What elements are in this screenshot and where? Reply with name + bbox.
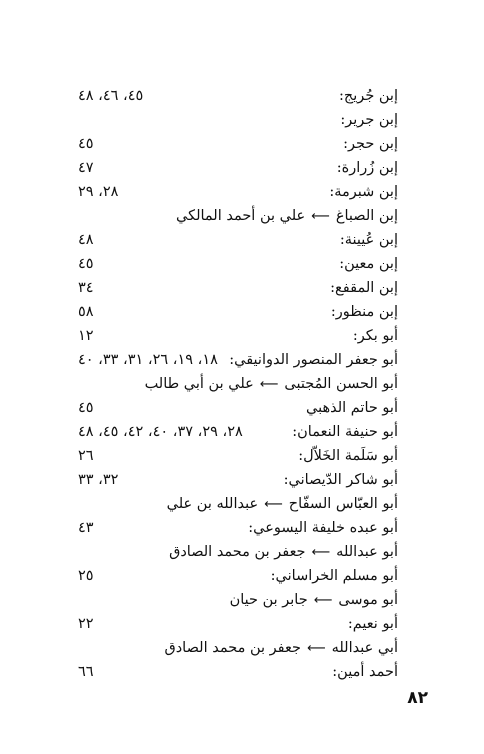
index-entry	[78, 132, 398, 156]
entry-pages: ٢٢	[78, 616, 94, 632]
entry-name: أبو مسلم الخراساني:	[270, 568, 398, 584]
arrow-left-icon: ⟵	[311, 545, 331, 560]
index-cross-reference	[166, 492, 398, 516]
entry-name: إبن حجر:	[343, 136, 398, 152]
index-entry	[78, 444, 398, 468]
index-cross-reference	[164, 636, 398, 660]
entry-pages: ٥٨	[78, 304, 94, 320]
entry-name: إبن المقفع:	[330, 280, 398, 296]
entry-name: إبن الصباغ	[335, 208, 398, 224]
entry-name: أبو عبدالله	[336, 544, 398, 560]
arrow-left-icon: ⟵	[306, 641, 326, 656]
cross-reference	[167, 492, 398, 517]
index-entry	[78, 324, 398, 348]
index-entry	[78, 228, 398, 252]
entry-name: إبن عُيينة:	[339, 232, 398, 248]
arrow-left-icon: ⟵	[259, 377, 279, 392]
index-entry	[78, 564, 398, 588]
entry-name: أبو عبده خليفة اليسوعي:	[248, 520, 398, 536]
entry-name: أبو نعيم:	[347, 616, 398, 632]
entry-pages: ٤٣	[78, 520, 94, 536]
cross-reference	[145, 372, 398, 397]
entry-pages: ٤٥، ٤٦، ٤٨	[78, 88, 144, 104]
entry-pages: ٤٧	[78, 160, 94, 176]
entry-name: أبو موسى	[338, 592, 398, 608]
entry-name: إبن جرير:	[340, 112, 398, 128]
index-entry	[78, 108, 398, 132]
cross-reference	[230, 588, 398, 613]
entry-name: أحمد أمين:	[332, 664, 398, 680]
index-entry	[78, 348, 398, 372]
entry-name: إبن جُريج:	[339, 88, 398, 104]
entry-pages: ٢٦	[78, 448, 94, 464]
arrow-left-icon: ⟵	[311, 209, 330, 224]
entry-name: إبن منظور:	[330, 304, 398, 320]
index-cross-reference	[178, 588, 398, 612]
index-entry	[78, 300, 398, 324]
entry-name: أبو حاتم الذهبي	[305, 400, 398, 416]
entry-name: أبو شاكر الدّيصاني:	[283, 472, 398, 488]
page-number: ٨٢	[407, 688, 428, 708]
entry-pages: ٤٥	[78, 400, 94, 416]
index-entry	[78, 252, 398, 276]
reference-target: علي بن أحمد المالكي	[175, 208, 306, 224]
index-entry	[78, 396, 398, 420]
entry-pages: ١٢	[78, 328, 94, 344]
reference-target: جعفر بن محمد الصادق	[164, 640, 301, 656]
reference-target: علي بن أبي طالب	[144, 376, 254, 392]
index-entry	[78, 180, 398, 204]
cross-reference	[176, 204, 398, 229]
index-cross-reference	[144, 372, 398, 396]
arrow-left-icon: ⟵	[313, 593, 333, 608]
entry-name: أبو بكر:	[352, 328, 398, 344]
entry-name: إبن معين:	[339, 256, 398, 272]
reference-target: عبدالله بن علي	[166, 496, 259, 512]
index-entry	[78, 276, 398, 300]
entry-pages: ٣٤	[78, 280, 94, 296]
entry-pages: ٢٨، ٢٩	[78, 184, 119, 200]
index-cross-reference	[175, 204, 398, 228]
index-entry	[78, 156, 398, 180]
cross-reference	[164, 636, 398, 661]
index-entry	[78, 612, 398, 636]
entry-name: إبن شبرمة:	[329, 184, 398, 200]
entry-pages: ٢٥	[78, 568, 94, 584]
cross-reference	[169, 540, 398, 565]
entry-pages: ٤٥	[78, 136, 94, 152]
index-entry	[78, 420, 398, 444]
index-entry	[78, 516, 398, 540]
entry-pages: ٦٦	[78, 664, 94, 680]
entry-pages: ٤٨	[78, 232, 94, 248]
entry-pages: ١٨، ١٩، ٢٦، ٣١، ٣٣، ٤٠	[78, 352, 218, 368]
reference-target: جابر بن حيان	[229, 592, 308, 608]
entry-name: أبو سَلَمة الخَلاّل:	[298, 448, 398, 464]
entry-name: أبي عبدالله	[331, 640, 398, 656]
entry-name: أبو العبّاس السفّاح	[288, 496, 398, 512]
reference-target: جعفر بن محمد الصادق	[169, 544, 306, 560]
arrow-left-icon: ⟵	[264, 497, 283, 512]
entry-pages: ٣٢، ٣٣	[78, 472, 119, 488]
index-entry	[78, 468, 398, 492]
index-cross-reference	[169, 540, 398, 564]
entry-name: أبو جعفر المنصور الدوانيقي:	[229, 352, 398, 368]
entry-pages: ٤٥	[78, 256, 94, 272]
entry-pages: ٢٨، ٢٩، ٣٧، ٤٠، ٤٢، ٤٥، ٤٨	[78, 424, 243, 440]
entry-name: أبو حنيفة النعمان:	[292, 424, 398, 440]
index-entry	[78, 84, 398, 108]
entry-name: إبن زُرارة:	[336, 160, 398, 176]
entry-name: أبو الحسن المُجتبى	[284, 376, 398, 392]
index-entry	[78, 660, 398, 684]
